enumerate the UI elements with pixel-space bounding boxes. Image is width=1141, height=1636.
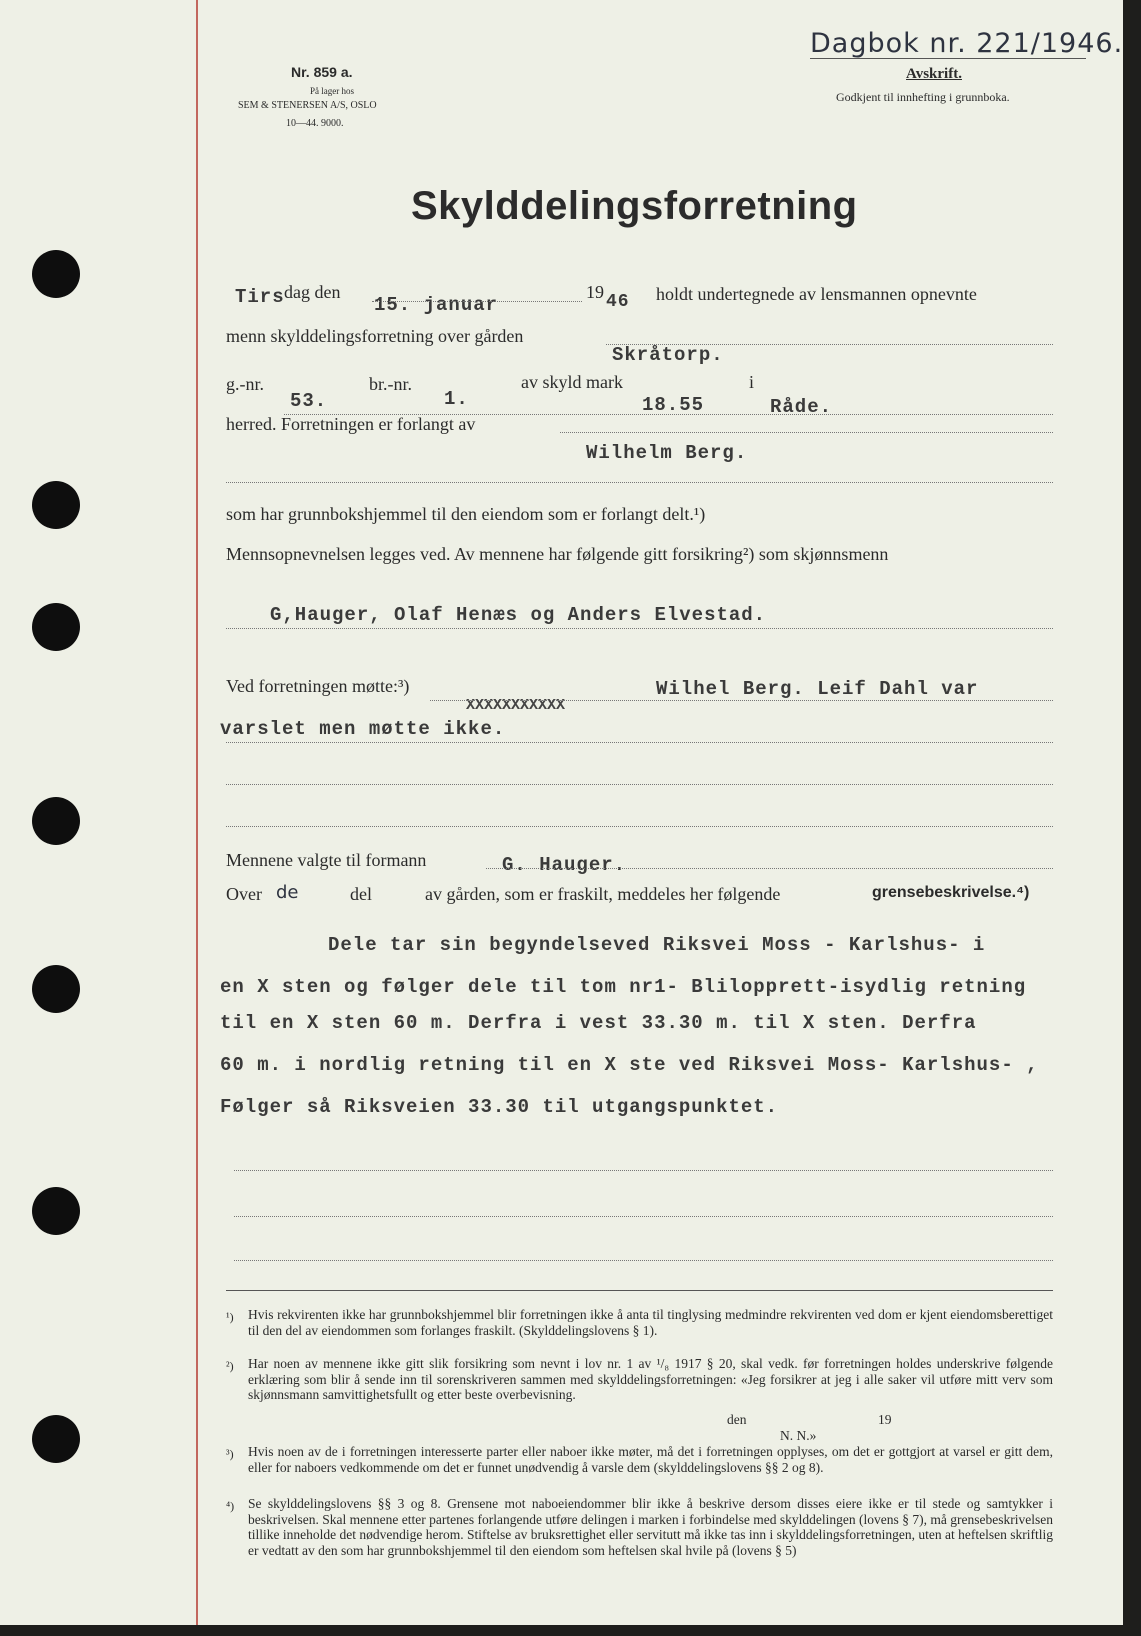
description-line-4: 60 m. i nordlig retning til en X ste ved Riksvei Moss- Karlshus- , bbox=[220, 1054, 1039, 1076]
footnote-number: ¹) bbox=[226, 1310, 234, 1324]
binder-hole bbox=[32, 965, 80, 1013]
blank-line bbox=[234, 1260, 1053, 1261]
formann-line bbox=[486, 868, 1053, 869]
requester-line bbox=[226, 482, 1053, 483]
holdt-text: holdt undertegnede av lensmannen opnevnte bbox=[656, 284, 977, 304]
footnote-3: Hvis noen av de i forretningen interesserte parter eller naboer ikke møter, må det i forretningen opplyses, om det er gottgjort at varsel er gitt dem, eller for naboers vedkommende om det er funnet unødvendig å varsle dem (skylddelingslovens §§ 2 og 8). bbox=[248, 1444, 1053, 1475]
print-code: 10—44. 9000. bbox=[286, 118, 344, 129]
binder-hole bbox=[32, 1187, 80, 1235]
motte-struck: XXXXXXXXXXX bbox=[466, 697, 566, 714]
menn-text: menn skylddelingsforretning over gården bbox=[226, 326, 524, 346]
dagbok-underline bbox=[810, 58, 1086, 59]
over-value: de bbox=[276, 882, 299, 903]
blank-line bbox=[226, 784, 1053, 785]
binder-hole bbox=[32, 250, 80, 298]
grense-label: grensebeskrivelse.⁴) bbox=[872, 884, 1030, 901]
dag-den-label: dag den bbox=[284, 282, 341, 302]
footnote-4: Se skylddelingslovens §§ 3 og 8. Grensene mot naboeiendommer blir ikke å beskrive dersom disses eiere ikke er til stede og samtykker i beskrivelsen. Skal mennene etter partenes forlangende utføre delingen i marken i forbindelse med skylddelingen (lovens § 7), må grensebeskrivelsen tillike inneholde det nødvendige herom. Stiftelse av bruksrettighet eller servitutt må ikke tas inn i skylddelingsforretningen, uten at heftelsen skriftlig er vedtatt av den som har grunnbokshjemmel til den eiendom som heftelsen skal hvile på (lovens § 5) bbox=[248, 1496, 1053, 1558]
motte-line bbox=[430, 700, 1053, 701]
publisher-line2: SEM & STENERSEN A/S, OSLO bbox=[238, 100, 377, 111]
binder-hole bbox=[32, 481, 80, 529]
men-names: G,Hauger, Olaf Henæs og Anders Elvestad. bbox=[270, 604, 767, 626]
fraskilt-text: av gården, som er fraskilt, meddeles her følgende bbox=[425, 884, 781, 904]
footnote-divider bbox=[226, 1290, 1053, 1291]
footnote-number: ³) bbox=[226, 1447, 234, 1461]
year-prefix: 19 bbox=[586, 282, 604, 302]
footnote-2-year: 19 bbox=[878, 1412, 892, 1427]
requester-value: Wilhelm Berg. bbox=[586, 442, 748, 464]
binder-hole bbox=[32, 797, 80, 845]
binder-hole bbox=[32, 1415, 80, 1463]
over-label: Over bbox=[226, 884, 262, 904]
motte-value2: varslet men møtte ikke. bbox=[220, 718, 506, 740]
dagbok-number: Dagbok nr. 221/1946. bbox=[810, 28, 1123, 59]
footnote-2-den: den bbox=[727, 1412, 747, 1427]
farm-value: Skråtorp. bbox=[612, 344, 724, 366]
men-line bbox=[226, 628, 1053, 629]
description-line-1: Dele tar sin begyndelseved Riksvei Moss - Karlshus- i bbox=[328, 934, 986, 956]
footnote-1: Hvis rekvirenten ikke har grunnbokshjemmel blir forretningen ikke å anta til tinglysing medmindre rekvirenten ved dom er kjent eiendomsberettiget til den del av eiendommen som forlanges fraskilt. (Skylddelingslovens § 1). bbox=[248, 1307, 1053, 1338]
publisher-line1: På lager hos bbox=[310, 86, 354, 96]
date-line bbox=[372, 301, 582, 302]
form-number: Nr. 859 a. bbox=[291, 64, 353, 80]
date-value: 15. januar bbox=[374, 294, 499, 316]
blank-line bbox=[226, 826, 1053, 827]
skyld-label: av skyld mark bbox=[521, 372, 623, 392]
footnote-number: ²) bbox=[226, 1359, 234, 1373]
footnote-2: Har noen av mennene ikke gitt slik forsikring som nevnt i lov nr. 1 av ¹/₈ 1917 § 20, skal vedk. før forretningen holdes underskrive følgende erklæring som blir å sende inn til sorenskriveren sammen med skylddelingsforretningen: «Jeg forsikrer at jeg i alle saker vil utføre mitt verv som skjønnsmann samvittighetsfullt og etter beste overbevisning. bbox=[248, 1356, 1053, 1403]
motte-label: Ved forretningen møtte:³) bbox=[226, 676, 410, 696]
gnr-label: g.-nr. bbox=[226, 374, 264, 394]
brnr-label: br.-nr. bbox=[369, 374, 412, 394]
year-value: 46 bbox=[606, 292, 630, 312]
skyld-value: 18.55 bbox=[642, 394, 705, 416]
grunnbok-text: som har grunnbokshjemmel til den eiendom som er forlangt delt.¹) bbox=[226, 504, 706, 524]
binder-hole bbox=[32, 603, 80, 651]
i-label: i bbox=[749, 372, 755, 392]
formann-value: G. Hauger. bbox=[502, 854, 627, 876]
godkjent-note: Godkjent til innhefting i grunnboka. bbox=[836, 90, 1010, 104]
del-label: del bbox=[350, 884, 372, 904]
description-line-3: til en X sten 60 m. Derfra i vest 33.30 m. til X sten. Derfra bbox=[220, 1012, 977, 1034]
place-value: Råde. bbox=[770, 396, 833, 418]
brnr-value: 1. bbox=[444, 388, 469, 410]
description-line-5: Følger så Riksveien 33.30 til utgangspunktet. bbox=[220, 1096, 779, 1118]
herred-line bbox=[560, 432, 1053, 433]
footnote-2-sign: N. N.» bbox=[780, 1428, 817, 1443]
avskrift-label: Avskrift. bbox=[906, 66, 962, 82]
weekday-value: Tirs bbox=[235, 286, 285, 308]
blank-line bbox=[234, 1170, 1053, 1171]
description-line-2: en X sten og følger dele til tom nr1- Blilopprett-isydlig retning bbox=[220, 976, 1027, 998]
blank-line bbox=[234, 1216, 1053, 1217]
footnote-number: ⁴) bbox=[226, 1499, 235, 1513]
gnr-value: 53. bbox=[290, 390, 328, 412]
motte-line2 bbox=[226, 742, 1053, 743]
margin-line bbox=[196, 0, 198, 1625]
herred-text: herred. Forretningen er forlangt av bbox=[226, 414, 476, 434]
formann-label: Mennene valgte til formann bbox=[226, 850, 427, 870]
page-title: Skylddelingsforretning bbox=[411, 184, 858, 228]
menns-text: Mennsopnevnelsen legges ved. Av mennene har følgende gitt forsikring²) som skjønnsmenn bbox=[226, 544, 889, 564]
motte-value: Wilhel Berg. Leif Dahl var bbox=[656, 678, 979, 700]
